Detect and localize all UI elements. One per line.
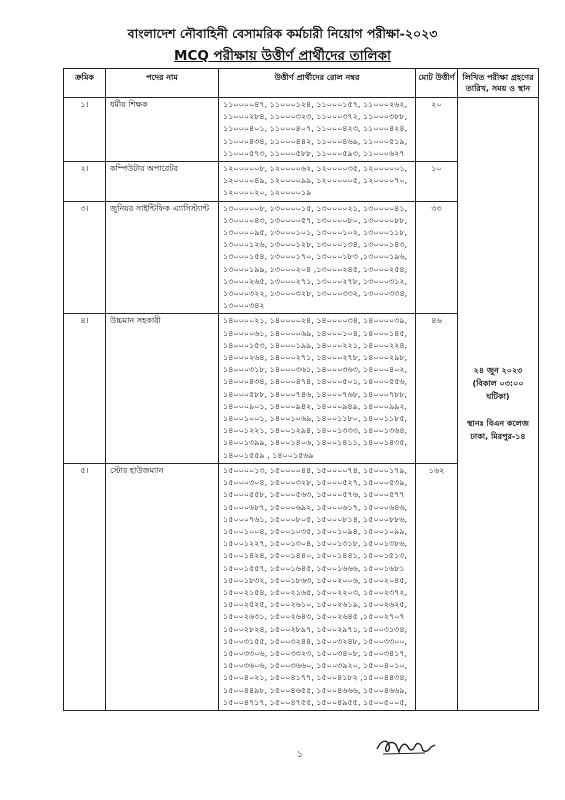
roll-number-line: ১৫০০২৮২৪, ১৫০০২৮৯৭, ১৫০০২৯৭১, ১৫০০৩১৩৪, (223, 624, 408, 634)
row-roll-numbers (219, 314, 416, 463)
roll-number-line: ১৫০০৪৭১৭, ১৫০০৪৭৫৫, ১৫০০৪৯৫৫, ১৫০০৫০০৫, (223, 697, 408, 707)
roll-number-line: ১৪০০১০০১, ১৪০০১০৬৯, ১৪০০১১৮০, ১৪০০১১৮৫, (223, 414, 408, 424)
exam-date: ২৪ জুন ২০২৩ (473, 366, 523, 376)
roll-number-line: ১৩০০০২৬৫, ১৩০০০২৭১, ১৩০০০২৭৮, ১৩০০০৩১২, (223, 276, 408, 286)
roll-number-line: ১৫০০২৬৩১, ১৫০০২৬৪৩, ১৫০০২৬৪৫ ,১৫০০২৭০৭ (223, 612, 405, 622)
row-total-passed: ১৬২ (416, 463, 458, 710)
roll-number-line: ১৪০০০৯০১, ১৪০০০৯৪২, ১৪০০০৯৪৯, ১৪০০০৯৯২, (223, 401, 408, 411)
header-post: পদের নাম (106, 69, 219, 98)
table-row (64, 98, 539, 162)
roll-number-line: ১৫০০০৬৮৭, ১৫০০০৬৯২, ১৫০০০৬১৭, ১৫০০০৬৪৬, (223, 502, 408, 512)
row-roll-numbers (219, 463, 416, 710)
roll-number-line: ১৪০০০৩১৮, ১৪০০০৩৬১, ১৪০০০৩৬৩, ১৪০০০৪০২, (223, 365, 408, 375)
row-serial: ৪। (64, 314, 106, 463)
roll-number-line: ১৪০০০৪৩৪, ১৪০০০৪৭৪, ১৪০০০৫০১, ১৪০০০৫৫৬, (223, 377, 408, 387)
exam-venue: স্থানঃ বিএন কলেজ ঢাকা, মিরপুর-১৪ (467, 419, 529, 442)
row-roll-numbers (219, 98, 416, 162)
roll-number-line: ১৩০০০১৯৯, ১৩০০০২০৪ ,১৩০০০২৪৫, ১৩০০০২৫৪, (223, 264, 408, 274)
roll-number-line: ১৫০০৩১৫৫, ১৫০০৩২৪৪, ১৫০০৩২৪৮, ১৫০০৩৩০০, (223, 636, 408, 646)
roll-number-line: ১৩০০০১২৬, ১৩০০০১২৮, ১৩০০০১৩৪, ১৩০০০১৪৩, (223, 240, 408, 250)
roll-number-line: ১৫০০১৪২৪, ১৫০০১৪৪০, ১৫০০১৪৪১, ১৫০০১৫১৩, (223, 551, 408, 561)
roll-number-line: ১১০০০৪০১, ১১০০০৪০৭, ১১০০০৪২৩, ১১০০০৪২৪, (223, 124, 408, 134)
roll-number-line: ১৪০০০৫৮৮, ১৪০০০৭৪৬, ১৪০০০৭৬৮, ১৪০০০৭৮৮, (223, 389, 408, 399)
row-post-name: উচ্চমান সহকারী (106, 314, 219, 463)
results-table (63, 68, 539, 711)
roll-number-line: ১৫০০৩৩০৬, ১৫০০৩৩২৩, ১৫০০৩৪০৮, ১৫০০৩৪১৭, (223, 648, 408, 658)
page-number: ১ (297, 750, 303, 760)
roll-number-line: ১৫০০৪৪৯৮, ১৫০০৪৬৫৫, ১৫০০৪৬৬৬, ১৫০০৪৬৬৯, (223, 685, 408, 695)
row-total-passed: ২০ (416, 98, 458, 162)
roll-number-line: ১১০০০০৪৭, ১১০০০১২৪, ১১০০০১৫৭, ১১০০০২৬২, (223, 100, 408, 109)
roll-number-line: ১৪০০১৩৯৯, ১৪০০১৪০৬, ১৪০০১৪১১, ১৪০০১৪৩৫, (223, 438, 408, 448)
roll-number-line: ১৪০০০০৬১, ১৪০০০০৬৯, ১৪০০০১০৪, ১৪০০০১৪৫, (223, 328, 408, 338)
roll-number-line: ১৩০০০৩২২, ১৩০০০৩২৮, ১৩০০০৩৩২, ১৩০০০৩৩৪, (223, 289, 408, 299)
roll-number-line: ১১০০০৪৩৪, ১১০০০৪৪২, ১১০০০৪৬৯, ১১০০০৫১৯, (223, 136, 408, 146)
roll-number-line: ১৪০০১৫৫৯ , ১৪০০১৫৬৯ (223, 450, 314, 460)
row-serial: ২। (64, 162, 106, 202)
row-total-passed: ৪৬ (416, 314, 458, 463)
roll-number-line: ১৪০০০১৫৩, ১৪০০০১৯৯, ১৪০০০২২১, ১৪০০০২২৪, (223, 340, 408, 350)
header-total: মোট উত্তীর্ণ (416, 69, 458, 98)
roll-number-line: ১৫০০২১৫৪, ১৫০০২১৬৫, ১৫০০২২০৩, ১৫০০২৩৭২, (223, 587, 408, 597)
roll-number-line: ১৪০০০০২১, ১৪০০০০২৪, ১৪০০০০৩৪, ১৪০০০০৩৯, (223, 316, 408, 326)
roll-number-line: ১৫০০৪০২১, ১৫০০৪১৭৭, ১৫০০৪১৮২ ,১৫০০৪৪৩৪, (223, 673, 408, 683)
roll-number-line: ১৫০০০৭৬১, ১৫০০০৮০৫, ১৫০০০৮১৪, ১৫০০০৮৮৬, (223, 514, 408, 524)
roll-number-line: ১৫০০০৩০৪, ১৫০০০৩২৮, ১৫০০০৫২৭, ১৫০০০৫৩৯, (223, 478, 408, 488)
row-serial: ১। (64, 98, 106, 162)
header-serial: ক্রমিক (64, 69, 106, 98)
roll-number-line: ১২০০০০২০, ১২০০০০১৯ (223, 188, 312, 198)
roll-number-line: ১৩০০০০৪৩, ১৩০০০০৫৭, ১৩০০০০৮০, ১৩০০০০৮৮, (223, 215, 408, 225)
exam-time: (বিকাল ০৩:০০ ঘটিকা) (472, 379, 524, 402)
row-total-passed: ১০ (416, 162, 458, 202)
roll-number-line: ১৫০০৩৬০৬, ১৫০০৩৬৬০, ১৫০০৩৯২০, ১৫০০৪০১০, (223, 661, 408, 671)
roll-number-line: ১১০০০৫৭৩, ১১০০০৫৮৮, ১১০০০৫৯৩, ১১০০০৬২৭ (223, 148, 405, 158)
header-exam: লিখিত পরীক্ষা গ্রহণের তারিখ, সময় ও স্থান (458, 69, 539, 98)
roll-number-line: ১৫০০১২২৭, ১৫০০১৩০৪, ১৫০০১৩১৮, ১৫০০১৩৮৬, (223, 539, 408, 549)
roll-number-line: ১৫০০০০১৩, ১৫০০০০৪৪, ১৫০০০০৭৪, ১৫০০০১৭৯, (223, 465, 408, 475)
roll-number-line: ১৫০০২৫২৫, ১৫০০২৬১০, ১৫০০২৬১৯, ১৫০০২৬২৫, (223, 600, 408, 610)
row-roll-numbers (219, 201, 416, 314)
row-post-name: জুনিয়র সাইন্টিফিক এ্যাসিস্ট্যান্ট (106, 201, 219, 314)
row-post-name: স্টোর হাউজম্যান (106, 463, 219, 710)
row-serial: ৩। (64, 201, 106, 314)
signature-image (375, 735, 437, 759)
roll-number-line: ১৩০০০৩৪২ (223, 301, 265, 311)
roll-number-line: ১৫০০১০০৪, ১৫০০১০৩৫, ১৫০০১০৯৪, ১৫০০১০৯৯, (223, 526, 408, 536)
roll-number-line: ১১০০০২৮৪, ১১০০০৩২৩, ১১০০০৩৭২, ১১০০০৩৮৮, (223, 112, 408, 122)
roll-number-line: ১৩০০০০০৮, ১৩০০০০১৫, ১৩০০০০২১, ১৩০০০০৪১, (223, 203, 408, 213)
document-subtitle (0, 45, 565, 68)
table-header-row (64, 69, 539, 98)
roll-number-line: ১২০০০০০৮, ১২০০০০৬২, ১২০০০০৩৫, ১২০০০০০১, (223, 164, 408, 174)
roll-number-line: ১৫০০১৮৩২, ১৫০০১৮৬৩, ১৫০০২০০৬, ১৫০০২০৪৫, (223, 575, 408, 585)
roll-number-line: ১৪০০০২৬৪, ১৪০০০২৭১, ১৪০০০২৭৮, ১৪০০০২৯৮, (223, 353, 408, 363)
roll-number-line: ১৪০০১২২১, ১৪০০১২৯৪, ১৪০০১৩৩৩, ১৪০০১৩৬৪, (223, 426, 408, 436)
row-roll-numbers (219, 162, 416, 202)
roll-number-line: ১৫০০১৫৫৭, ১৫০০১৬৪৫, ১৫০০১৬৬৬, ১৫০০১৬৮১ (223, 563, 405, 573)
row-total-passed: ৩৩ (416, 201, 458, 314)
subtitle-text: MCQ পরীক্ষায় উত্তীর্ণ প্রার্থীদের তালিকা (174, 48, 391, 64)
roll-number-line: ১২০০০০৪৯, ১২০০০০৯৯, ১২০০০০০৫, ১২০০০০৭০, (223, 176, 408, 186)
roll-number-line: ১৫০০০৫৫৮, ১৫০০০৫৬৩, ১৫০০০৫৭৬, ১৫০০০৫৭৭ (223, 490, 405, 500)
row-post-name: ধর্মীয় শিক্ষক (106, 98, 219, 162)
row-serial: ৫। (64, 463, 106, 710)
exam-info-cell (458, 98, 539, 711)
roll-number-line: ১৩০০০১৫৪, ১৩০০০১৭০, ১৩০০০১৮৩ ,১৩০০০১৯৬, (223, 252, 408, 262)
row-post-name: কম্পিউটার অপারেটর (106, 162, 219, 202)
document-title: বাংলাদেশ নৌবাহিনী বেসামরিক কর্মচারী নিয়োগ পরীক্ষা-২০২৩ (127, 26, 438, 41)
roll-number-line: ১৩০০০০৯৫, ১৩০০০১০১, ১৩০০০১০২, ১৩০০০১১৮, (223, 228, 408, 238)
header-rolls: উত্তীর্ণ প্রার্থীদের রোল নম্বর (219, 69, 416, 98)
